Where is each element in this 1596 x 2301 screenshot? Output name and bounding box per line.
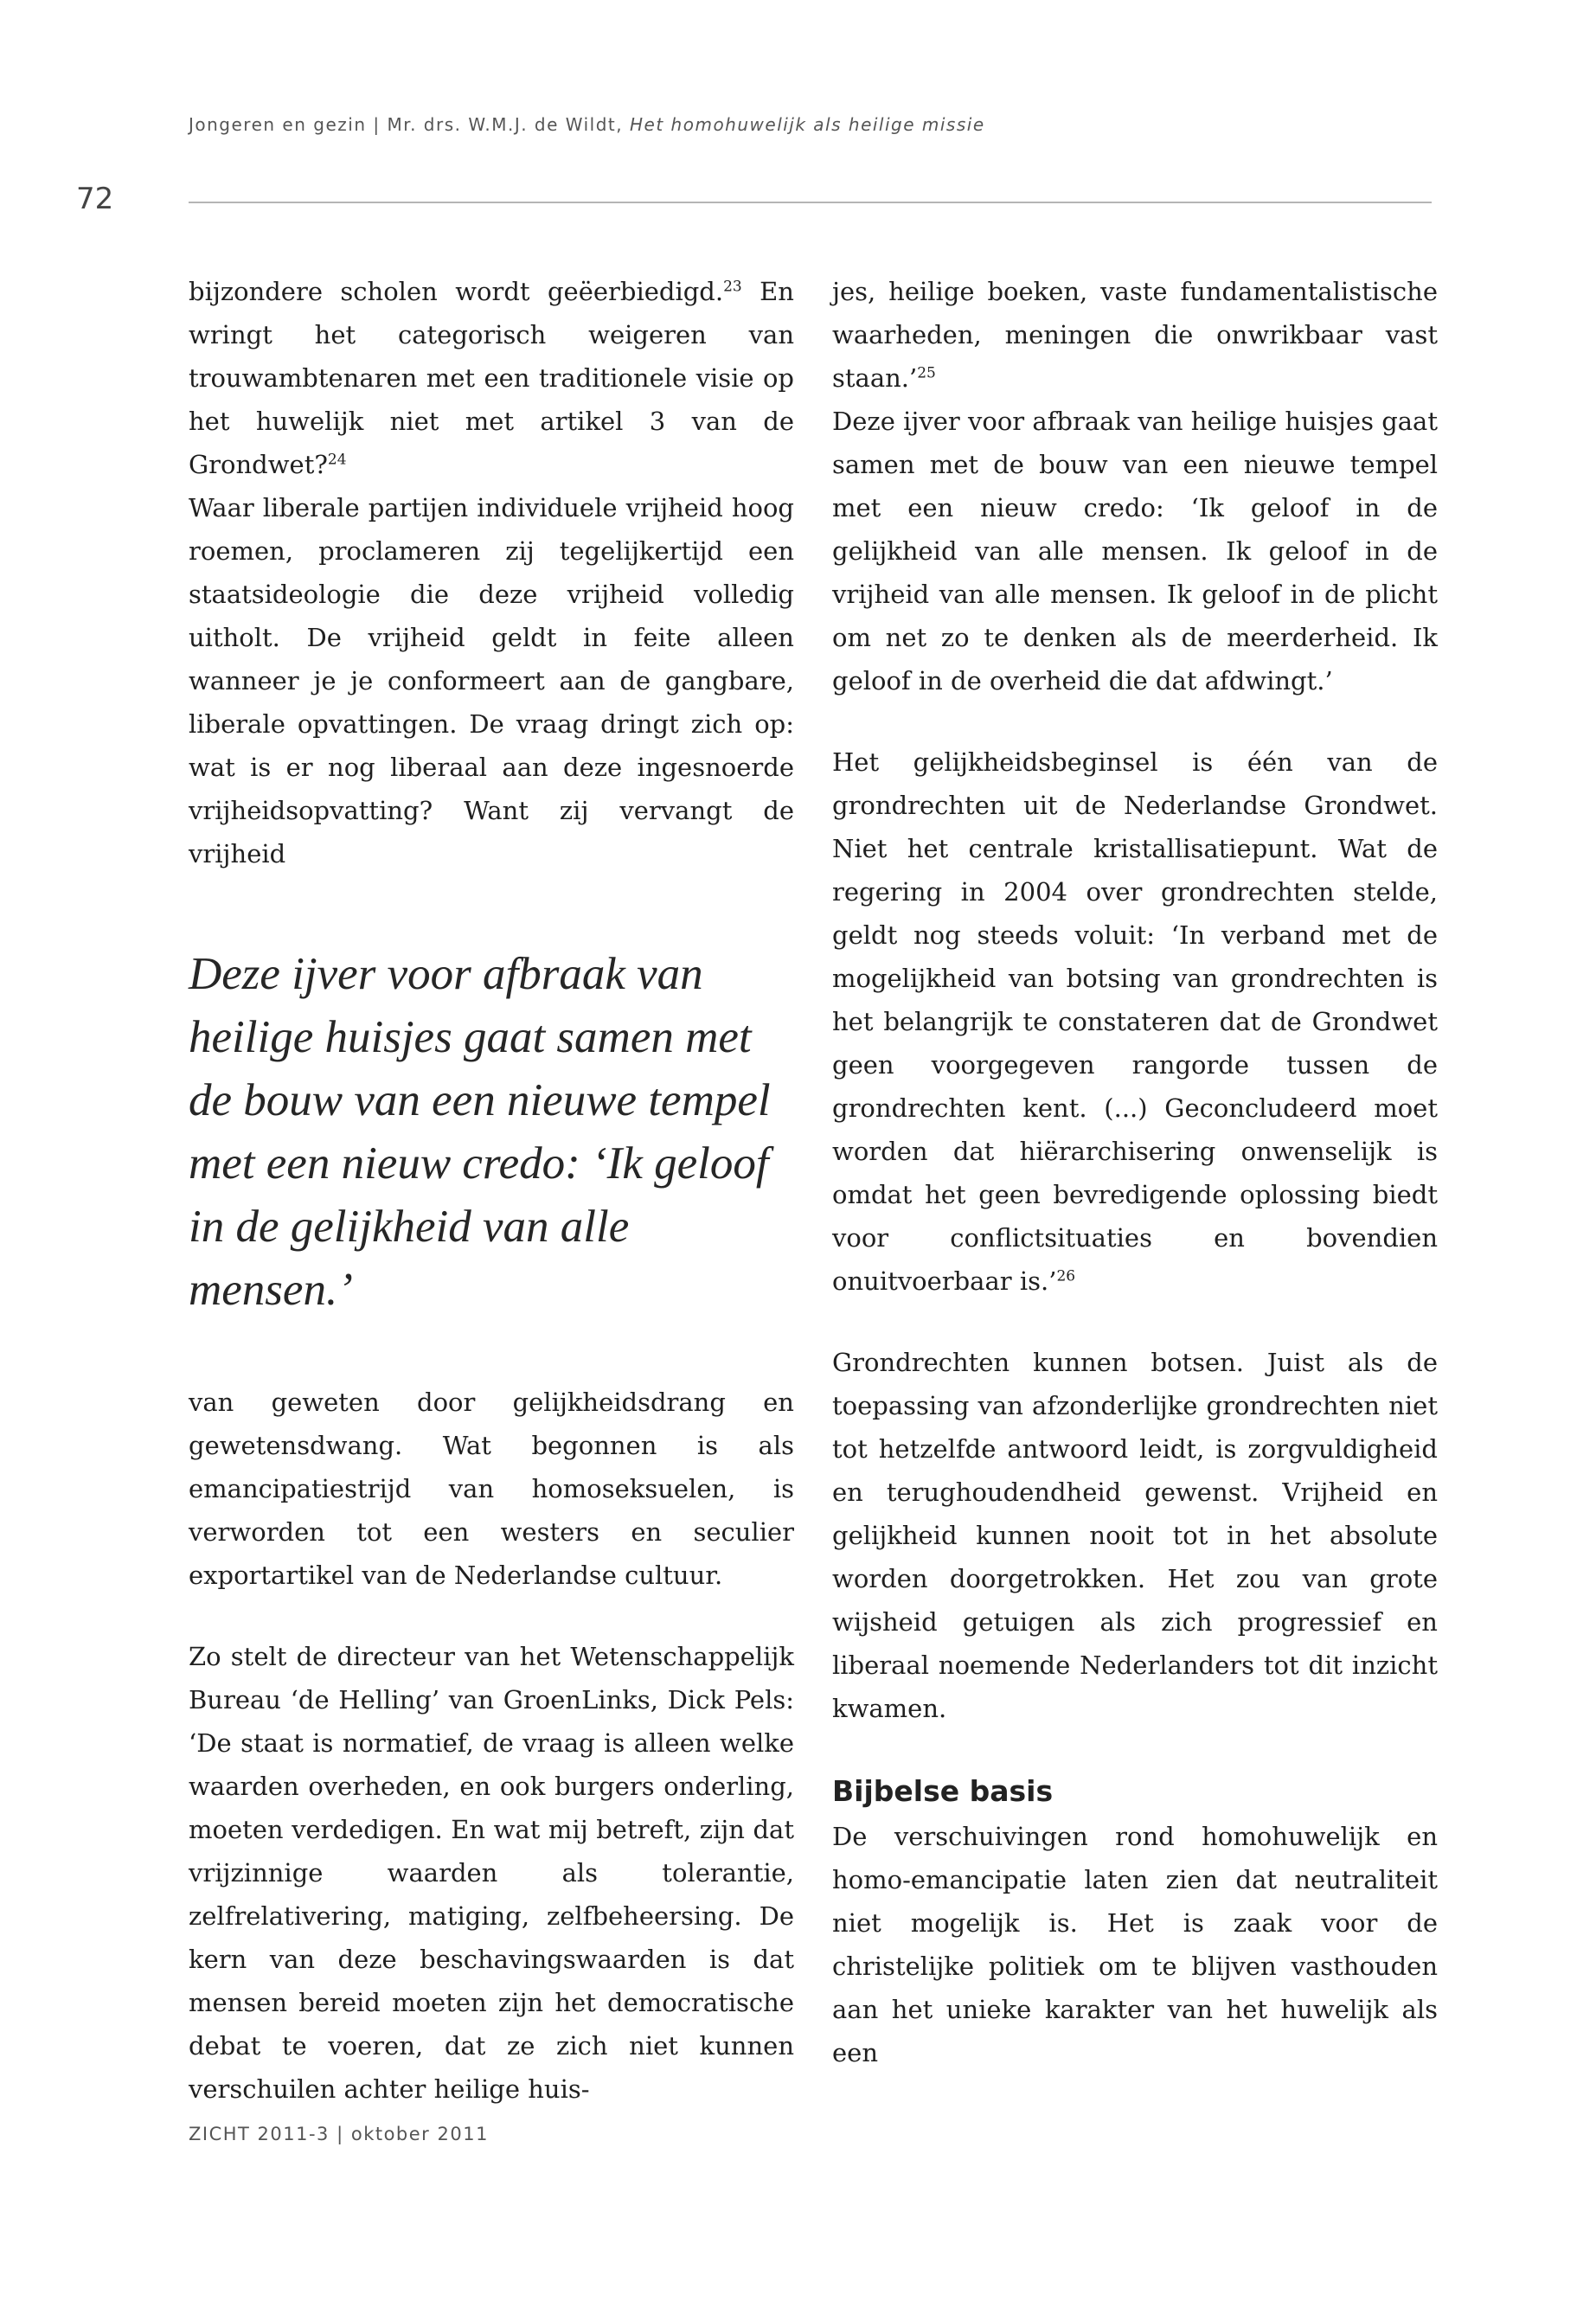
paragraph: Zo stelt de directeur van het Wetenschappelijk Bureau ‘de Helling’ van GroenLinks, Dick Pels: ‘De staat is normatief, de vraag is alleen welke waarden overheden, en ook burgers onderling, moeten verdedigen. En wat mij betreft, zijn dat vrijzinnige waarden als tolerantie, zelfrelativering, matiging, zelfbeheersing. De kern van deze beschavingswaarden is dat mensen bereid moeten zijn het democratische debat te voeren, dat ze zich niet kunnen verschuilen achter heilige huis- — [189, 1642, 794, 2104]
paragraph: Deze ijver voor afbraak van heilige huisjes gaat samen met de bouw van een nieuwe tempel met een nieuw credo: ‘Ik geloof in de gelijkheid van alle mensen. Ik geloof in de vrijheid van alle mensen. Ik geloof in de plicht om net zo te denken als de meerderheid. Ik geloof in de overheid die dat afdwingt.’ — [832, 407, 1438, 695]
paragraph: jes, heilige boeken, vaste fundamentalistische waarheden, meningen die onwrikbaar vast staan.’$^{25}$ — [832, 277, 1438, 393]
page-footer: ZICHT 2011-3 | oktober 2011 — [189, 2124, 489, 2144]
right-column — [832, 270, 1438, 2074]
running-head — [189, 114, 985, 135]
running-head-author: Jongeren en gezin | Mr. drs. W.M.J. de Wildt, — [189, 114, 630, 135]
footnote-ref: 26 — [1056, 1267, 1076, 1285]
footnote-ref: 25 — [917, 364, 936, 382]
footnote-ref: 23 — [723, 278, 742, 296]
footnote-ref: 24 — [327, 451, 347, 469]
left-column — [189, 270, 794, 2111]
page-number: 72 — [76, 182, 114, 216]
header-rule — [189, 202, 1432, 203]
paragraph: De verschuivingen rond homohuwelijk en homo-emancipatie laten zien dat neutraliteit niet mogelijk is. Het is zaak voor de christelijke politiek om te blijven vasthouden aan het unieke karakter van het huwelijk als een — [832, 1822, 1438, 2067]
paragraph: Grondrechten kunnen botsen. Juist als de toepassing van afzonderlijke grondrechten niet tot hetzelfde antwoord leidt, is zorgvuldigheid en terughoudendheid gewenst. Vrijheid en gelijkheid kunnen nooit tot in het absolute worden doorgetrokken. Het zou van grote wijsheid getuigen als zich progressief en liberaal noemende Nederlanders tot dit inzicht kwamen. — [832, 1348, 1438, 1723]
paragraph: bijzondere scholen wordt geëerbiedigd.$^{23}$ En wringt het categorisch weigeren van trouwambtenaren met een traditionele visie op het huwelijk niet met artikel 3 van de Grondwet?$^{24}$ — [189, 277, 794, 479]
section-heading: Bijbelse basis — [832, 1774, 1054, 1808]
paragraph: Waar liberale partijen individuele vrijheid hoog roemen, proclameren zij tegelijkertijd een staatsideologie die deze vrijheid volledig uitholt. De vrijheid geldt in feite alleen wanneer je je conformeert aan de gangbare, liberale opvattingen. De vraag dringt zich op: wat is er nog liberaal aan deze ingesnoerde vrijheidsopvatting? Want zij vervangt de vrijheid — [189, 493, 794, 868]
paragraph: van geweten door gelijkheidsdrang en gewetensdwang. Wat begonnen is als emancipatiestrijd van homoseksuelen, is verworden tot een westers en seculier exportartikel van de Nederlandse cultuur. — [189, 1388, 794, 1590]
paragraph: Het gelijkheidsbeginsel is één van de grondrechten uit de Nederlandse Grondwet. Niet het centrale kristallisatiepunt. Wat de regering in 2004 over grondrechten stelde, geldt nog steeds voluit: ‘In verband met de mogelijkheid van botsing van grondrechten is het belangrijk te constateren dat de Grondwet geen voorgegeven rangorde tussen de grondrechten kent. (...) Geconcludeerd moet worden dat hiërarchisering onwenselijk is omdat het geen bevredigende oplossing biedt voor conflictsituaties en bovendien onuitvoerbaar is.’$^{26}$ — [832, 747, 1438, 1296]
running-head-title: Het homohuwelijk als heilige missie — [630, 114, 985, 135]
pull-quote: Deze ijver voor afbraak van heilige huisjes gaat samen met de bouw van een nieuwe tempel met een nieuw credo: ‘Ik geloof in de gelijkheid van alle mensen.’ — [189, 949, 771, 1315]
